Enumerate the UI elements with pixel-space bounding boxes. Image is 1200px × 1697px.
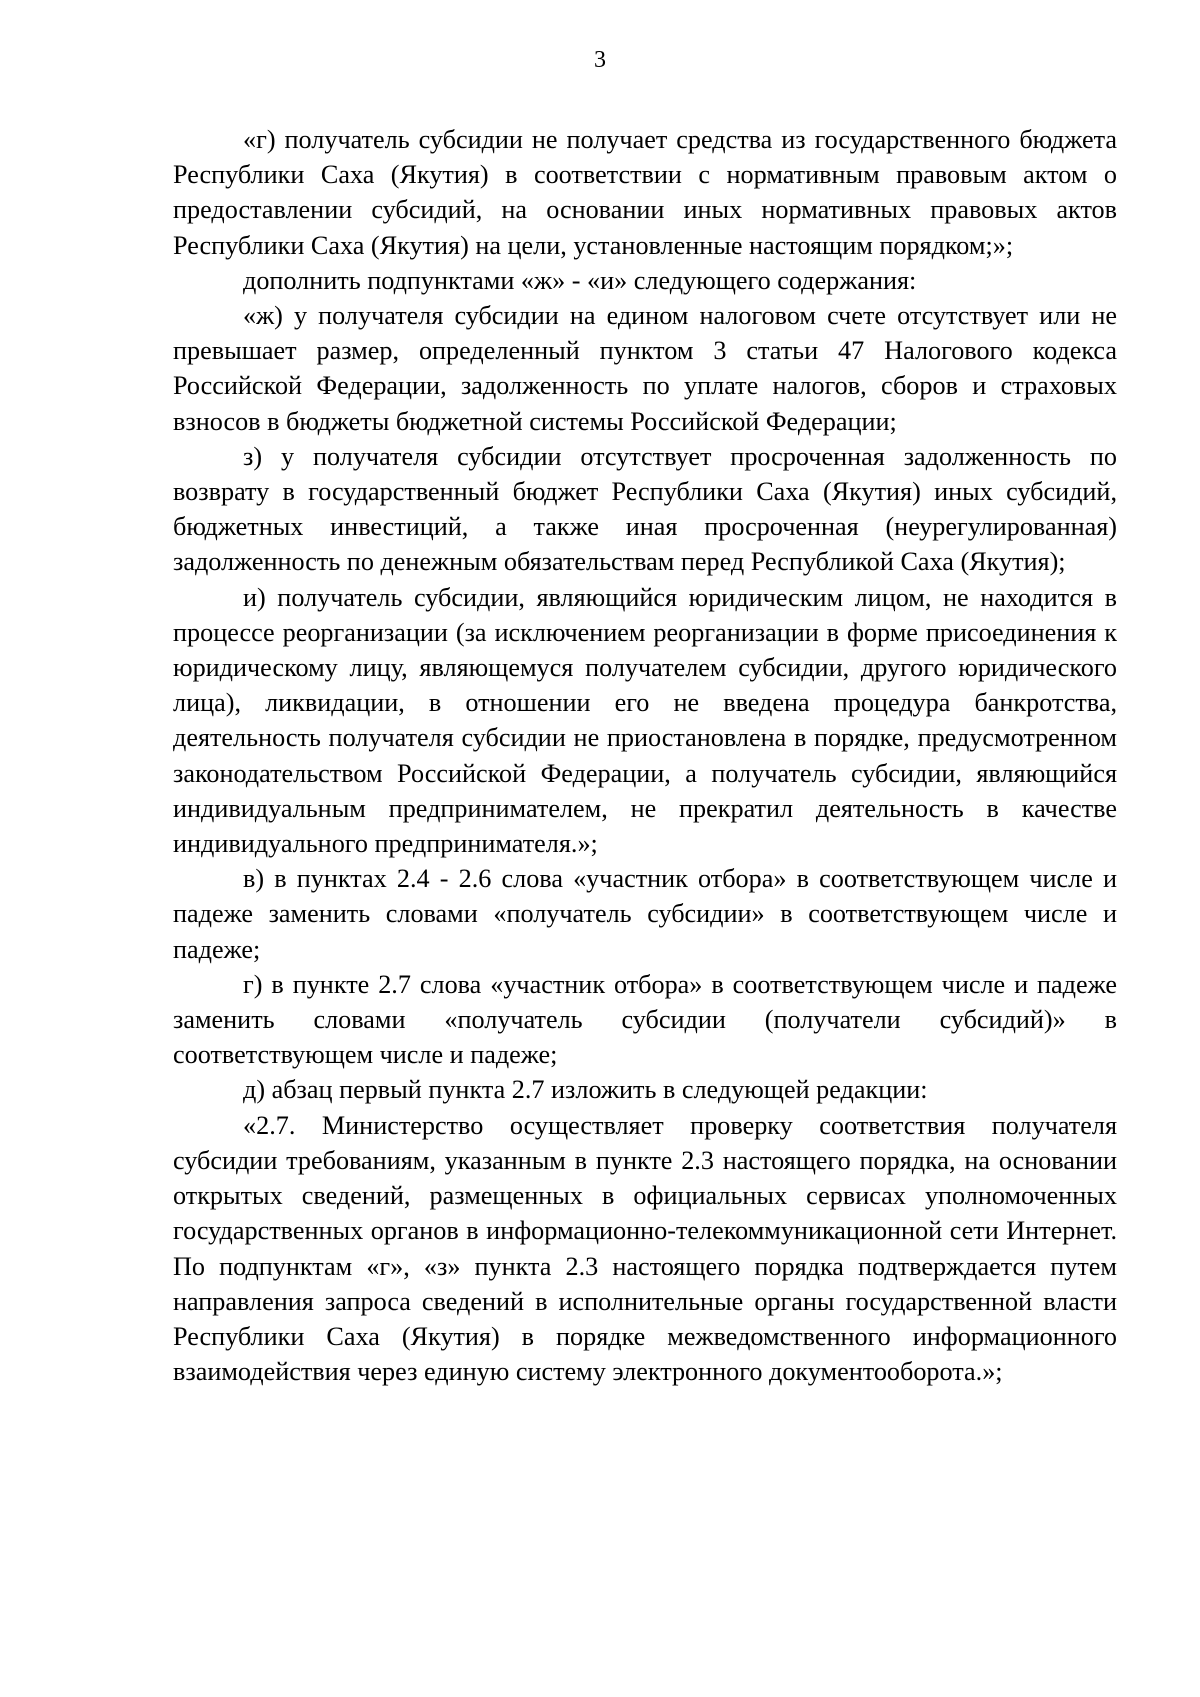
paragraph-subitem-z: з) у получателя субсидии отсутствует просроченная задолженность по возврату в государственный бюджет Республики Саха (Якутия) иных субсидий, бюджетных инвестиций, а также иная просроченная (неурегулированная) задолженность по денежным обязательствам перед Республикой Саха (Якутия); [173, 441, 1117, 577]
page-number: 3 [594, 47, 606, 73]
paragraph-subitem-zh: «ж) у получателя субсидии на едином налоговом счете отсутствует или не превышает размер, определенный пунктом 3 статьи 47 Налогового кодекса Российской Федерации, задолженность по уплате налогов, сборов и страховых взносов в бюджеты бюджетной системы Российской Федерации; [173, 301, 1117, 436]
paragraph-item-g: г) в пункте 2.7 слова «участник отбора» в соответствующем числе и падеже заменить словами «получатель субсидии (получатели субсидий)» в соответствующем числе и падеже; [173, 969, 1117, 1070]
paragraph-subitem-g: «г) получатель субсидии не получает средства из государственного бюджета Республики Саха (Якутия) в соответствии с нормативным правовым актом о предоставлении субсидий, на основании иных нормативных правовых актов Республики Саха (Якутия) на цели, установленные настоящим порядком;»; [173, 125, 1117, 260]
paragraph-add-subitems: дополнить подпунктами «ж» - «и» следующего содержания: [243, 265, 917, 295]
document-body [173, 122, 1117, 1389]
paragraph-item-v: в) в пунктах 2.4 - 2.6 слова «участник отбора» в соответствующем числе и падеже заменить словами «получатель субсидии» в соответствующем числе и падеже; [173, 864, 1117, 964]
paragraph-item-d: д) абзац первый пункта 2.7 изложить в следующей редакции: [243, 1075, 928, 1105]
paragraph-subitem-i: и) получатель субсидии, являющийся юридическим лицом, не находится в процессе реорганизации (за исключением реорганизации в форме присоединения к юридическому лицу, являющемуся получателем субсидии, другого юридического лица), ликвидации, в отношении его не введена процедура банкротства, деятельность получателя субсидии не приостановлена в порядке, предусмотренном законодательством Российской Федерации, а получатель субсидии, являющийся индивидуальным предпринимателем, не прекратил деятельность в качестве индивидуального предпринимателя.»; [173, 582, 1117, 859]
paragraph-clause-2-7: «2.7. Министерство осуществляет проверку соответствия получателя субсидии требованиям, указанным в пункте 2.3 настоящего порядка, на основании открытых сведений, размещенных в официальных сервисах уполномоченных государственных органов в информационно-телекоммуникационной сети Интернет. По подпунктам «г», «з» пункта 2.3 настоящего порядка подтверждается путем направления запроса сведений в исполнительные органы государственной власти Республики Саха (Якутия) в порядке межведомственного информационного взаимодействия через единую систему электронного документооборота.»; [173, 1110, 1117, 1387]
